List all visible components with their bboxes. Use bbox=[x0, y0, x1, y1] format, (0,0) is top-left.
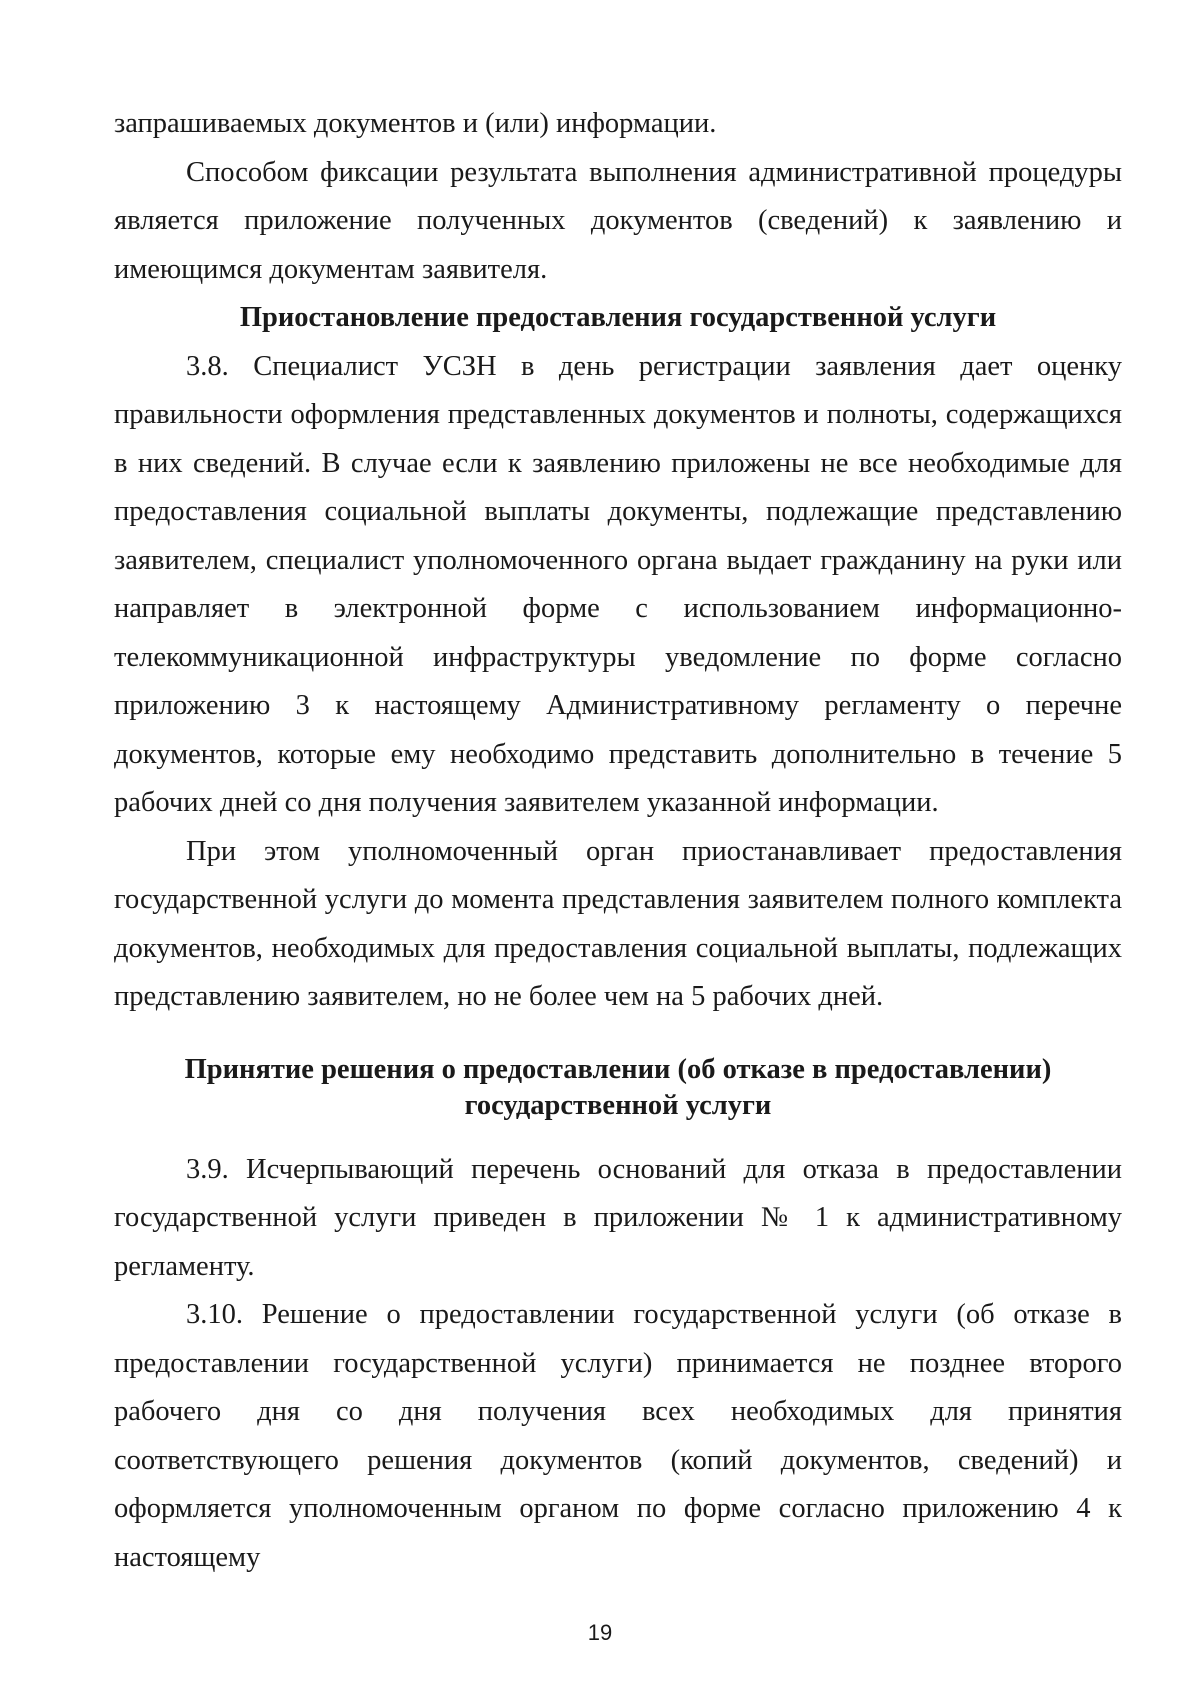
paragraph-3-9: 3.9. Исчерпывающий перечень оснований для отказа в предоставлении государственной услуги приведен в приложении № 1 к административному регламенту. bbox=[114, 1153, 1122, 1282]
page-number: 19 bbox=[587, 1620, 613, 1645]
paragraph-continuation: запрашиваемых документов и (или) информации. bbox=[114, 108, 717, 139]
section-heading-decision-line-1: Принятие решения о предоставлении (об отказе в предоставлении) bbox=[184, 1053, 1052, 1085]
section-heading-decision bbox=[114, 1022, 1122, 1146]
section-heading-decision-line-2: государственной услуги bbox=[464, 1089, 772, 1121]
paragraph-fixation-method: Способом фиксации результата выполнения административной процедуры является приложение полученных документов (сведений) к заявлению и имеющимся документам заявителя. bbox=[114, 156, 1122, 285]
document-body bbox=[114, 100, 1122, 1582]
paragraph-suspension-terms: При этом уполномоченный орган приостанавливает предоставления государственной услуги до момента представления заявителем полного комплекта документов, необходимых для предоставления социальной выплаты, подлежащих представлению заявителем, но не более чем на 5 рабочих дней. bbox=[114, 835, 1122, 1012]
section-heading-suspension: Приостановление предоставления государственной услуги bbox=[239, 302, 997, 333]
paragraph-3-8: 3.8. Специалист УСЗН в день регистрации заявления дает оценку правильности оформления представленных документов и полноты, содержащихся в них сведений. В случае если к заявлению приложены не все необходимые для предоставления социальной выплаты документы, подлежащие представлению заявителем, специалист уполномоченного органа выдает гражданину на руки или направляет в электронной форме с использованием информационно-телекоммуникационной инфраструктуры уведомление по форме согласно приложению 3 к настоящему Административному регламенту о перечне документов, которые ему необходимо представить дополнительно в течение 5 рабочих дней со дня получения заявителем указанной информации. bbox=[114, 350, 1122, 818]
paragraph-3-10: 3.10. Решение о предоставлении государственной услуги (об отказе в предоставлении государственной услуги) принимается не позднее второго рабочего дня со дня получения всех необходимых для принятия соответствующего решения документов (копий документов, сведений) и оформляется уполномоченным органом по форме согласно приложению 4 к настоящему bbox=[114, 1299, 1122, 1573]
